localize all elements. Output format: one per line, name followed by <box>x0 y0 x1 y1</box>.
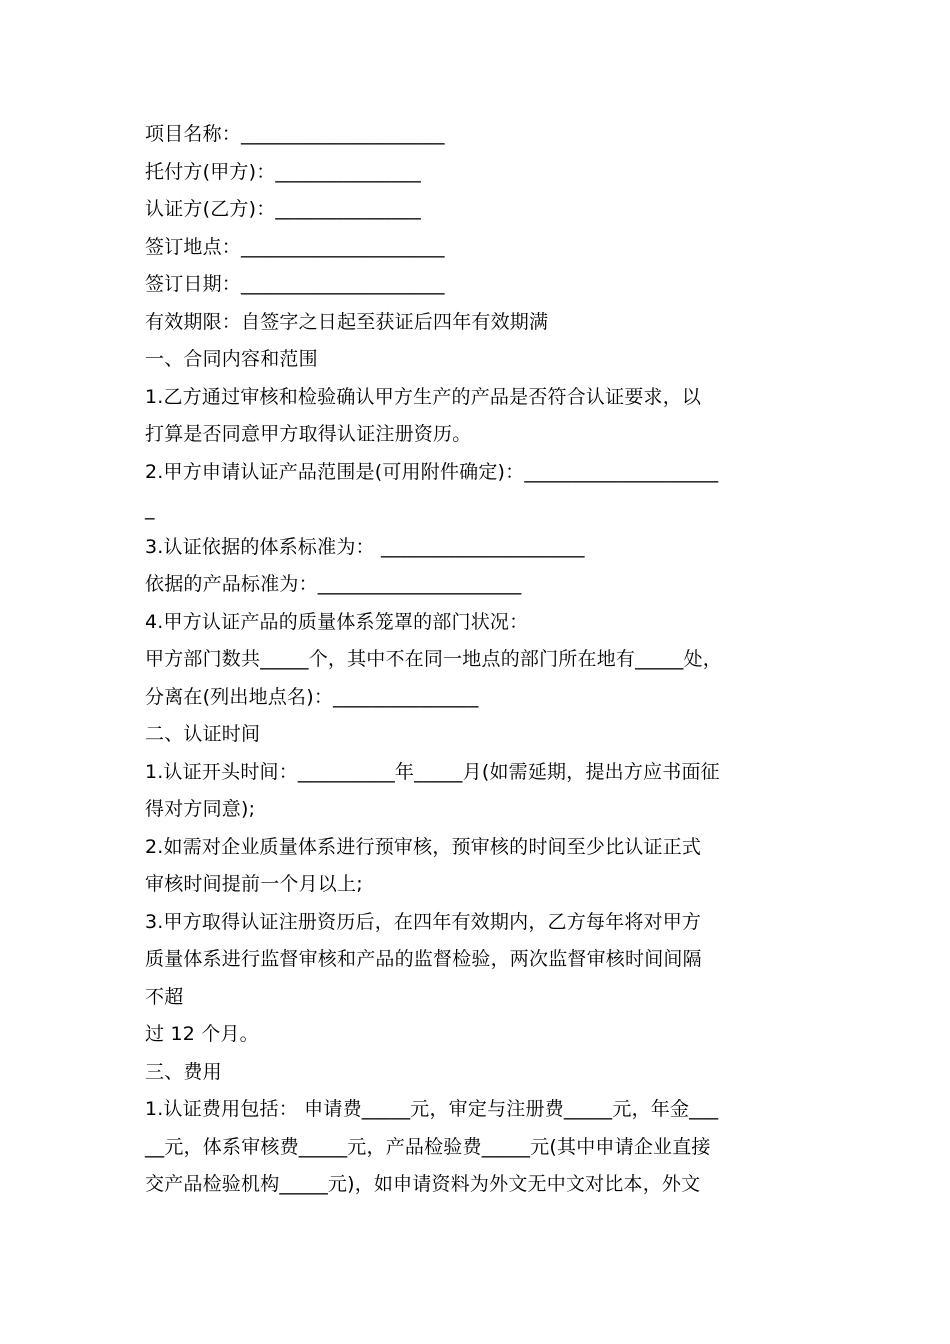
paragraph-line: 打算是否同意甲方取得认证注册资历。 <box>145 423 472 445</box>
section-heading: 一、合同内容和范围 <box>145 348 318 370</box>
paragraph-line: 1.认证开头时间：__________年_____月(如需延期，提出方应书面征 <box>145 760 720 783</box>
paragraph-line: 1.认证费用包括： 申请费_____元，审定与注册费_____元，年金___ <box>145 1098 719 1120</box>
section-heading: 三、费用 <box>145 1060 222 1083</box>
paragraph-line: 不超 <box>145 985 184 1008</box>
paragraph-line: 审核时间提前一个月以上; <box>145 873 363 895</box>
paragraph-line: 质量体系进行监督审核和产品的监督检验，两次监督审核时间间隔 <box>145 948 702 970</box>
paragraph-line: 得对方同意); <box>145 798 256 820</box>
paragraph-line: 分离在(列出地点名)：_______________ <box>145 685 479 708</box>
paragraph-line: 3.甲方取得认证注册资历后，在四年有效期内，乙方每年将对甲方 <box>145 910 702 933</box>
validity-line: 有效期限：自签字之日起至获证后四年有效期满 <box>145 310 549 333</box>
client-party-line: 托付方(甲方)：_______________ <box>145 160 421 183</box>
section-heading: 二、认证时间 <box>145 723 261 745</box>
document-body <box>145 116 810 1204</box>
paragraph-line: 过 12 个月。 <box>145 1023 259 1045</box>
paragraph-line: 1.乙方通过审核和检验确认甲方生产的产品是否符合认证要求，以 <box>145 385 702 408</box>
certifier-party-line: 认证方(乙方)：_______________ <box>145 198 421 220</box>
project-name-line: 项目名称：_____________________ <box>145 123 445 145</box>
paragraph-line: 2.甲方申请认证产品范围是(可用附件确定)：____________________ <box>145 460 719 483</box>
paragraph-line: 2.如需对企业质量体系进行预审核，预审核的时间至少比认证正式 <box>145 835 702 858</box>
paragraph-line: _ <box>145 498 155 520</box>
signing-date-line: 签订日期：_____________________ <box>145 273 445 295</box>
paragraph-line: 4.甲方认证产品的质量体系笼罩的部门状况： <box>145 610 529 633</box>
signing-place-line: 签订地点：_____________________ <box>145 235 445 258</box>
paragraph-line: 交产品检验机构_____元)，如申请资料为外文无中文对比本，外文 <box>145 1173 701 1195</box>
paragraph-line: 甲方部门数共_____个，其中不在同一地点的部门所在地有_____处， <box>145 648 723 670</box>
paragraph-line: 3.认证依据的体系标准为： _____________________ <box>145 535 585 558</box>
paragraph-line: 依据的产品标准为：_____________________ <box>145 573 522 595</box>
paragraph-line: __元，体系审核费_____元，产品检验费_____元(其中申请企业直接 <box>145 1135 711 1158</box>
